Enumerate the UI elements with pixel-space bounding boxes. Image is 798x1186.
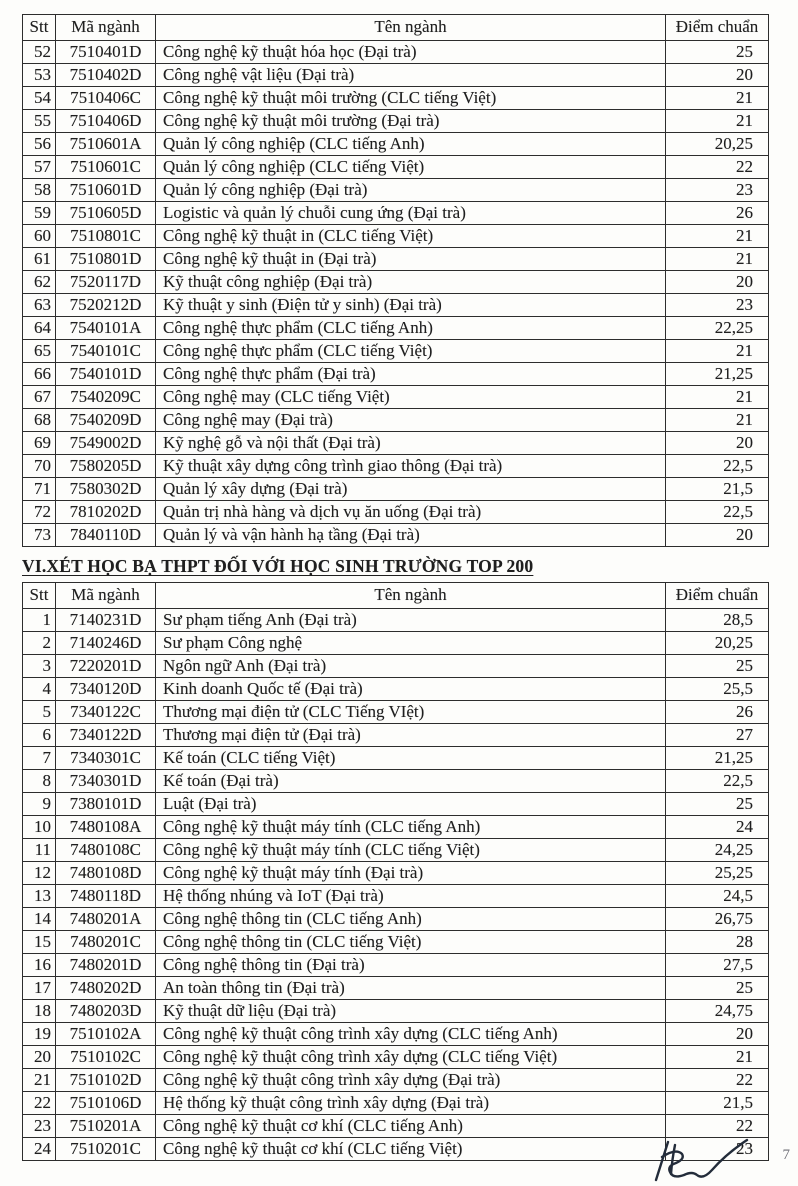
cell-benchmark-score: 21: [666, 1046, 769, 1069]
cell-benchmark-score: 20: [666, 524, 769, 547]
table-row: [23, 271, 769, 294]
signature-icon: [642, 1132, 762, 1186]
cell-stt: 68: [23, 409, 56, 432]
cell-stt: 2: [23, 632, 56, 655]
table-row: [23, 110, 769, 133]
table-row: [23, 816, 769, 839]
cell-benchmark-score: 22,5: [666, 455, 769, 478]
cell-benchmark-score: 21,25: [666, 747, 769, 770]
cell-stt: 16: [23, 954, 56, 977]
cell-major-code: 7140246D: [56, 632, 156, 655]
table-header-row: [23, 583, 769, 609]
table-row: [23, 1069, 769, 1092]
cell-stt: 6: [23, 724, 56, 747]
table-row: [23, 770, 769, 793]
cell-benchmark-score: 21,5: [666, 478, 769, 501]
cell-stt: 60: [23, 225, 56, 248]
cell-benchmark-score: 21: [666, 340, 769, 363]
cell-major-code: 7510406C: [56, 87, 156, 110]
cell-major-name: Công nghệ kỹ thuật in (Đại trà): [156, 248, 666, 271]
table-row: [23, 1023, 769, 1046]
cell-major-name: Quản lý công nghiệp (CLC tiếng Việt): [156, 156, 666, 179]
table-row: [23, 655, 769, 678]
cell-stt: 20: [23, 1046, 56, 1069]
cell-major-name: Công nghệ may (Đại trà): [156, 409, 666, 432]
cell-stt: 22: [23, 1092, 56, 1115]
score-table-1: [22, 14, 769, 547]
cell-major-code: 7510605D: [56, 202, 156, 225]
cell-stt: 9: [23, 793, 56, 816]
table-row: [23, 179, 769, 202]
cell-major-code: 7340301C: [56, 747, 156, 770]
cell-stt: 62: [23, 271, 56, 294]
cell-major-code: 7540209D: [56, 409, 156, 432]
table-row: [23, 363, 769, 386]
cell-major-name: Quản trị nhà hàng và dịch vụ ăn uống (Đại trà): [156, 501, 666, 524]
cell-major-code: 7220201D: [56, 655, 156, 678]
cell-major-code: 7510601C: [56, 156, 156, 179]
cell-major-name: Công nghệ thông tin (CLC tiếng Anh): [156, 908, 666, 931]
cell-benchmark-score: 25: [666, 655, 769, 678]
cell-stt: 8: [23, 770, 56, 793]
cell-major-code: 7510406D: [56, 110, 156, 133]
cell-major-name: Công nghệ kỹ thuật công trình xây dựng (CLC tiếng Anh): [156, 1023, 666, 1046]
cell-major-name: Công nghệ may (CLC tiếng Việt): [156, 386, 666, 409]
table-row: [23, 609, 769, 632]
col-header-stt: Stt: [23, 15, 56, 41]
cell-major-code: 7540101C: [56, 340, 156, 363]
cell-major-code: 7340122D: [56, 724, 156, 747]
col-header-major-name: Tên ngành: [156, 15, 666, 41]
cell-major-name: Hệ thống nhúng và IoT (Đại trà): [156, 885, 666, 908]
table-row: [23, 678, 769, 701]
col-header-major-code: Mã ngành: [56, 15, 156, 41]
col-header-benchmark-score: Điểm chuẩn: [666, 583, 769, 609]
table-row: [23, 724, 769, 747]
cell-stt: 15: [23, 931, 56, 954]
table-row: [23, 133, 769, 156]
cell-stt: 24: [23, 1138, 56, 1161]
cell-major-name: Kỹ nghệ gỗ và nội thất (Đại trà): [156, 432, 666, 455]
cell-stt: 7: [23, 747, 56, 770]
table-row: [23, 977, 769, 1000]
cell-benchmark-score: 24,5: [666, 885, 769, 908]
table-row: [23, 64, 769, 87]
cell-major-name: Sư phạm Công nghệ: [156, 632, 666, 655]
cell-major-code: 7580302D: [56, 478, 156, 501]
cell-benchmark-score: 28,5: [666, 609, 769, 632]
cell-benchmark-score: 23: [666, 179, 769, 202]
cell-major-code: 7510102D: [56, 1069, 156, 1092]
cell-stt: 65: [23, 340, 56, 363]
cell-benchmark-score: 23: [666, 294, 769, 317]
table-row: [23, 501, 769, 524]
cell-stt: 57: [23, 156, 56, 179]
cell-benchmark-score: 21,25: [666, 363, 769, 386]
table-row: [23, 156, 769, 179]
cell-benchmark-score: 20: [666, 64, 769, 87]
cell-benchmark-score: 27: [666, 724, 769, 747]
table-row: [23, 248, 769, 271]
cell-benchmark-score: 28: [666, 931, 769, 954]
cell-stt: 67: [23, 386, 56, 409]
cell-major-name: Công nghệ kỹ thuật hóa học (Đại trà): [156, 41, 666, 64]
cell-major-name: Công nghệ kỹ thuật in (CLC tiếng Việt): [156, 225, 666, 248]
table-row: [23, 317, 769, 340]
cell-stt: 17: [23, 977, 56, 1000]
table-row: [23, 632, 769, 655]
cell-major-code: 7140231D: [56, 609, 156, 632]
cell-stt: 69: [23, 432, 56, 455]
cell-stt: 66: [23, 363, 56, 386]
cell-stt: 11: [23, 839, 56, 862]
cell-benchmark-score: 24,75: [666, 1000, 769, 1023]
table-row: [23, 862, 769, 885]
table-header-row: [23, 15, 769, 41]
cell-major-name: Quản lý và vận hành hạ tầng (Đại trà): [156, 524, 666, 547]
cell-benchmark-score: 26,75: [666, 908, 769, 931]
cell-major-name: Công nghệ kỹ thuật cơ khí (CLC tiếng Anh): [156, 1115, 666, 1138]
col-header-stt: Stt: [23, 583, 56, 609]
cell-benchmark-score: 21: [666, 225, 769, 248]
cell-benchmark-score: 20,25: [666, 632, 769, 655]
cell-stt: 63: [23, 294, 56, 317]
cell-major-name: Thương mại điện tử (Đại trà): [156, 724, 666, 747]
cell-major-name: Công nghệ thông tin (Đại trà): [156, 954, 666, 977]
cell-benchmark-score: 22: [666, 156, 769, 179]
cell-benchmark-score: 23: [666, 1138, 769, 1161]
cell-benchmark-score: 21: [666, 110, 769, 133]
cell-major-name: Kỹ thuật dữ liệu (Đại trà): [156, 1000, 666, 1023]
cell-benchmark-score: 25,25: [666, 862, 769, 885]
table-row: [23, 478, 769, 501]
table-row: [23, 225, 769, 248]
cell-benchmark-score: 26: [666, 701, 769, 724]
cell-stt: 61: [23, 248, 56, 271]
cell-benchmark-score: 24,25: [666, 839, 769, 862]
cell-major-name: An toàn thông tin (Đại trà): [156, 977, 666, 1000]
cell-stt: 72: [23, 501, 56, 524]
table-row: [23, 386, 769, 409]
cell-stt: 14: [23, 908, 56, 931]
cell-major-code: 7510601D: [56, 179, 156, 202]
cell-stt: 18: [23, 1000, 56, 1023]
cell-major-name: Quản lý xây dựng (Đại trà): [156, 478, 666, 501]
cell-major-name: Hệ thống kỹ thuật công trình xây dựng (Đại trà): [156, 1092, 666, 1115]
cell-major-code: 7540101D: [56, 363, 156, 386]
cell-benchmark-score: 24: [666, 816, 769, 839]
cell-stt: 73: [23, 524, 56, 547]
cell-major-name: Sư phạm tiếng Anh (Đại trà): [156, 609, 666, 632]
cell-major-name: Công nghệ kỹ thuật môi trường (CLC tiếng Việt): [156, 87, 666, 110]
score-table-2: [22, 582, 769, 1161]
table-row: [23, 1092, 769, 1115]
cell-major-code: 7540209C: [56, 386, 156, 409]
cell-major-code: 7510106D: [56, 1092, 156, 1115]
cell-stt: 70: [23, 455, 56, 478]
col-header-major-name: Tên ngành: [156, 583, 666, 609]
cell-major-name: Luật (Đại trà): [156, 793, 666, 816]
cell-major-name: Công nghệ kỹ thuật môi trường (Đại trà): [156, 110, 666, 133]
table-row: [23, 41, 769, 64]
cell-stt: 5: [23, 701, 56, 724]
cell-major-code: 7520212D: [56, 294, 156, 317]
cell-benchmark-score: 25: [666, 977, 769, 1000]
cell-major-code: 7510801C: [56, 225, 156, 248]
cell-major-name: Kỹ thuật xây dựng công trình giao thông (Đại trà): [156, 455, 666, 478]
cell-stt: 54: [23, 87, 56, 110]
cell-major-name: Logistic và quản lý chuỗi cung ứng (Đại trà): [156, 202, 666, 225]
cell-major-name: Công nghệ thực phẩm (CLC tiếng Việt): [156, 340, 666, 363]
cell-major-code: 7510201C: [56, 1138, 156, 1161]
cell-major-code: 7480108A: [56, 816, 156, 839]
cell-major-name: Kế toán (Đại trà): [156, 770, 666, 793]
cell-major-name: Công nghệ kỹ thuật công trình xây dựng (CLC tiếng Việt): [156, 1046, 666, 1069]
cell-benchmark-score: 21: [666, 409, 769, 432]
cell-major-code: 7380101D: [56, 793, 156, 816]
cell-benchmark-score: 20: [666, 432, 769, 455]
cell-stt: 3: [23, 655, 56, 678]
cell-major-code: 7510102A: [56, 1023, 156, 1046]
cell-stt: 13: [23, 885, 56, 908]
cell-benchmark-score: 27,5: [666, 954, 769, 977]
cell-benchmark-score: 21,5: [666, 1092, 769, 1115]
cell-major-code: 7480201A: [56, 908, 156, 931]
cell-stt: 53: [23, 64, 56, 87]
cell-major-name: Công nghệ kỹ thuật máy tính (Đại trà): [156, 862, 666, 885]
table-row: [23, 931, 769, 954]
table-row: [23, 432, 769, 455]
cell-stt: 19: [23, 1023, 56, 1046]
cell-benchmark-score: 26: [666, 202, 769, 225]
table-row: [23, 1046, 769, 1069]
cell-stt: 64: [23, 317, 56, 340]
cell-major-name: Thương mại điện tử (CLC Tiếng VIệt): [156, 701, 666, 724]
table-row: [23, 87, 769, 110]
table-row: [23, 294, 769, 317]
cell-stt: 12: [23, 862, 56, 885]
table-row: [23, 409, 769, 432]
cell-stt: 52: [23, 41, 56, 64]
cell-major-code: 7540101A: [56, 317, 156, 340]
cell-major-code: 7549002D: [56, 432, 156, 455]
cell-stt: 58: [23, 179, 56, 202]
cell-major-code: 7510801D: [56, 248, 156, 271]
cell-benchmark-score: 22: [666, 1115, 769, 1138]
cell-stt: 71: [23, 478, 56, 501]
section-heading: VI.XÉT HỌC BẠ THPT ĐỐI VỚI HỌC SINH TRƯỜNG TOP 200: [22, 556, 534, 576]
table-row: [23, 701, 769, 724]
cell-benchmark-score: 25: [666, 41, 769, 64]
cell-major-code: 7510601A: [56, 133, 156, 156]
cell-benchmark-score: 25,5: [666, 678, 769, 701]
cell-major-name: Công nghệ kỹ thuật máy tính (CLC tiếng Anh): [156, 816, 666, 839]
cell-stt: 1: [23, 609, 56, 632]
cell-major-code: 7480201C: [56, 931, 156, 954]
cell-major-code: 7520117D: [56, 271, 156, 294]
table-row: [23, 524, 769, 547]
cell-benchmark-score: 22: [666, 1069, 769, 1092]
cell-benchmark-score: 22,5: [666, 501, 769, 524]
cell-stt: 55: [23, 110, 56, 133]
cell-major-code: 7480202D: [56, 977, 156, 1000]
cell-major-name: Kế toán (CLC tiếng Việt): [156, 747, 666, 770]
cell-major-code: 7480108C: [56, 839, 156, 862]
cell-major-name: Kỹ thuật y sinh (Điện tử y sinh) (Đại trà): [156, 294, 666, 317]
cell-major-code: 7480118D: [56, 885, 156, 908]
cell-major-name: Công nghệ thông tin (CLC tiếng Việt): [156, 931, 666, 954]
cell-major-code: 7340122C: [56, 701, 156, 724]
cell-major-code: 7480201D: [56, 954, 156, 977]
cell-stt: 10: [23, 816, 56, 839]
table-row: [23, 455, 769, 478]
cell-benchmark-score: 20: [666, 271, 769, 294]
table-row: [23, 1000, 769, 1023]
cell-benchmark-score: 21: [666, 248, 769, 271]
cell-benchmark-score: 22,5: [666, 770, 769, 793]
page-number: 7: [782, 1147, 790, 1163]
cell-major-name: Quản lý công nghiệp (Đại trà): [156, 179, 666, 202]
cell-major-name: Công nghệ kỹ thuật cơ khí (CLC tiếng Việt): [156, 1138, 666, 1161]
cell-major-name: Công nghệ kỹ thuật máy tính (CLC tiếng Việt): [156, 839, 666, 862]
cell-major-name: Kỹ thuật công nghiệp (Đại trà): [156, 271, 666, 294]
cell-major-name: Công nghệ thực phẩm (CLC tiếng Anh): [156, 317, 666, 340]
cell-major-name: Công nghệ thực phẩm (Đại trà): [156, 363, 666, 386]
cell-major-code: 7510201A: [56, 1115, 156, 1138]
cell-major-name: Ngôn ngữ Anh (Đại trà): [156, 655, 666, 678]
table-row: [23, 747, 769, 770]
cell-stt: 4: [23, 678, 56, 701]
table-row: [23, 839, 769, 862]
cell-major-code: 7340301D: [56, 770, 156, 793]
cell-major-name: Công nghệ kỹ thuật công trình xây dựng (Đại trà): [156, 1069, 666, 1092]
table-row: [23, 908, 769, 931]
cell-major-name: Quản lý công nghiệp (CLC tiếng Anh): [156, 133, 666, 156]
cell-major-code: 7480108D: [56, 862, 156, 885]
cell-benchmark-score: 20,25: [666, 133, 769, 156]
cell-major-code: 7580205D: [56, 455, 156, 478]
cell-major-code: 7510402D: [56, 64, 156, 87]
cell-stt: 56: [23, 133, 56, 156]
col-header-benchmark-score: Điểm chuẩn: [666, 15, 769, 41]
table-row: [23, 954, 769, 977]
cell-major-code: 7510401D: [56, 41, 156, 64]
cell-major-code: 7340120D: [56, 678, 156, 701]
table-row: [23, 340, 769, 363]
cell-benchmark-score: 20: [666, 1023, 769, 1046]
table-row: [23, 202, 769, 225]
table-row: [23, 793, 769, 816]
cell-major-code: 7840110D: [56, 524, 156, 547]
cell-stt: 59: [23, 202, 56, 225]
table-row: [23, 885, 769, 908]
cell-major-code: 7810202D: [56, 501, 156, 524]
cell-major-code: 7480203D: [56, 1000, 156, 1023]
cell-benchmark-score: 21: [666, 386, 769, 409]
cell-stt: 21: [23, 1069, 56, 1092]
cell-stt: 23: [23, 1115, 56, 1138]
col-header-major-code: Mã ngành: [56, 583, 156, 609]
cell-major-name: Công nghệ vật liệu (Đại trà): [156, 64, 666, 87]
cell-benchmark-score: 22,25: [666, 317, 769, 340]
cell-benchmark-score: 25: [666, 793, 769, 816]
cell-major-name: Kinh doanh Quốc tế (Đại trà): [156, 678, 666, 701]
cell-benchmark-score: 21: [666, 87, 769, 110]
cell-major-code: 7510102C: [56, 1046, 156, 1069]
